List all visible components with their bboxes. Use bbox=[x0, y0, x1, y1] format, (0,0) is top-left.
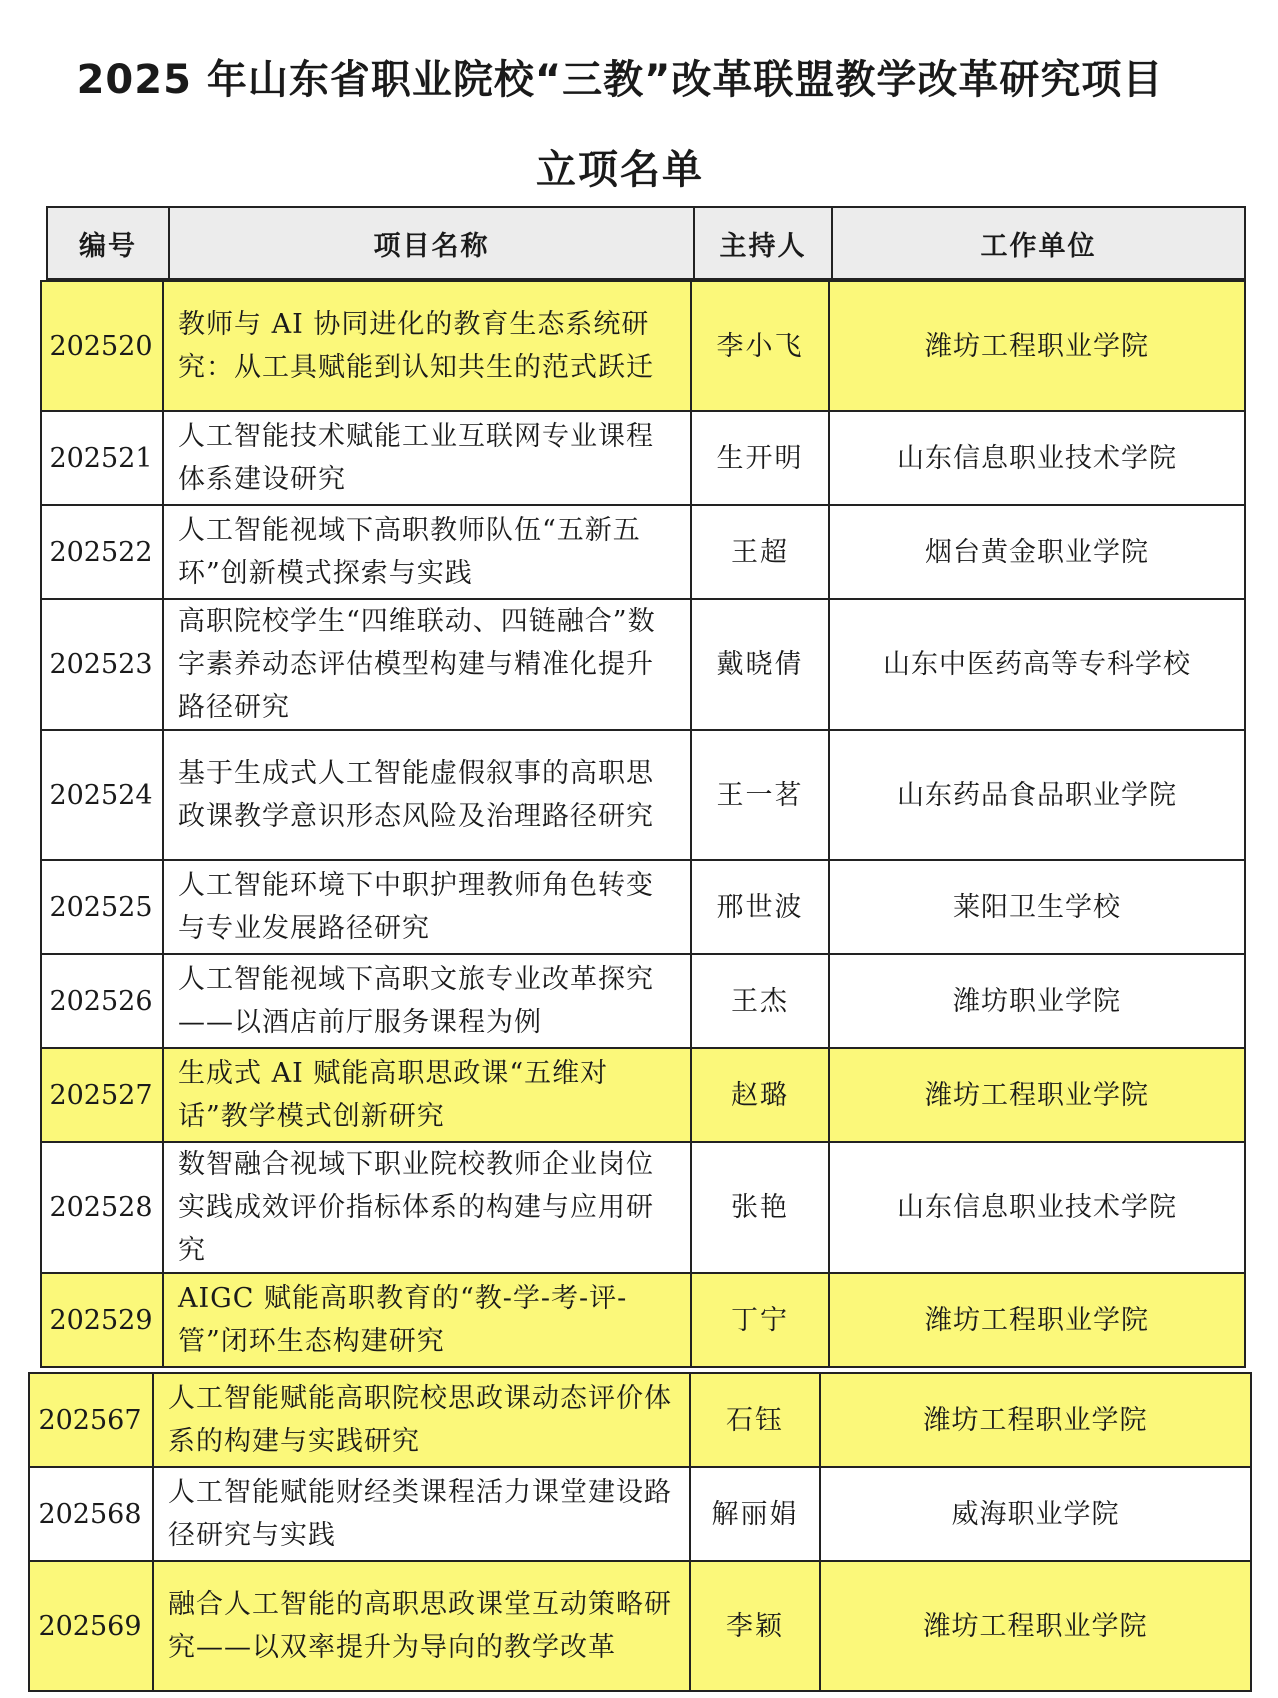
project-unit: 烟台黄金职业学院 bbox=[829, 505, 1245, 599]
project-unit: 潍坊工程职业学院 bbox=[829, 1273, 1245, 1367]
table-row bbox=[41, 599, 1245, 730]
project-name: 融合人工智能的高职思政课堂互动策略研究——以双率提升为导向的教学改革 bbox=[153, 1561, 690, 1691]
project-unit: 潍坊工程职业学院 bbox=[820, 1373, 1251, 1467]
project-host: 李颖 bbox=[690, 1561, 820, 1691]
header-name: 项目名称 bbox=[169, 207, 694, 279]
project-id: 202521 bbox=[41, 411, 163, 505]
project-unit: 山东信息职业技术学院 bbox=[829, 411, 1245, 505]
project-unit: 潍坊工程职业学院 bbox=[820, 1561, 1251, 1691]
project-name: 人工智能视域下高职文旅专业改革探究——以酒店前厅服务课程为例 bbox=[163, 954, 691, 1048]
header-host: 主持人 bbox=[694, 207, 832, 279]
table-row bbox=[41, 1142, 1245, 1273]
project-host: 戴晓倩 bbox=[691, 599, 829, 730]
project-table-2 bbox=[28, 1372, 1252, 1692]
project-name: 生成式 AI 赋能高职思政课“五维对话”教学模式创新研究 bbox=[163, 1048, 691, 1142]
project-host: 赵璐 bbox=[691, 1048, 829, 1142]
table-row bbox=[29, 1373, 1251, 1467]
table-row bbox=[29, 1467, 1251, 1561]
project-host: 丁宁 bbox=[691, 1273, 829, 1367]
project-unit: 山东中医药高等专科学校 bbox=[829, 599, 1245, 730]
project-id: 202567 bbox=[29, 1373, 153, 1467]
table-row bbox=[29, 1561, 1251, 1691]
project-name: 人工智能视域下高职教师队伍“五新五环”创新模式探索与实践 bbox=[163, 505, 691, 599]
project-id: 202522 bbox=[41, 505, 163, 599]
project-id: 202528 bbox=[41, 1142, 163, 1273]
project-name: 基于生成式人工智能虚假叙事的高职思政课教学意识形态风险及治理路径研究 bbox=[163, 730, 691, 860]
project-host: 王超 bbox=[691, 505, 829, 599]
document-subtitle: 立项名单 bbox=[536, 147, 704, 193]
project-name: AIGC 赋能高职教育的“教-学-考-评-管”闭环生态构建研究 bbox=[163, 1273, 691, 1367]
project-unit: 莱阳卫生学校 bbox=[829, 860, 1245, 954]
project-name: 教师与 AI 协同进化的教育生态系统研究：从工具赋能到认知共生的范式跃迁 bbox=[163, 281, 691, 411]
project-unit: 威海职业学院 bbox=[820, 1467, 1251, 1561]
table-row bbox=[41, 860, 1245, 954]
project-unit: 潍坊职业学院 bbox=[829, 954, 1245, 1048]
document-title: 2025 年山东省职业院校“三教”改革联盟教学改革研究项目 bbox=[76, 57, 1164, 103]
project-unit: 潍坊工程职业学院 bbox=[829, 281, 1245, 411]
project-host: 李小飞 bbox=[691, 281, 829, 411]
project-host: 王一茗 bbox=[691, 730, 829, 860]
table-row bbox=[41, 411, 1245, 505]
header-unit: 工作单位 bbox=[832, 207, 1245, 279]
header-row bbox=[47, 207, 1245, 279]
project-id: 202520 bbox=[41, 281, 163, 411]
project-host: 王杰 bbox=[691, 954, 829, 1048]
project-host: 解丽娟 bbox=[690, 1467, 820, 1561]
project-id: 202529 bbox=[41, 1273, 163, 1367]
project-id: 202523 bbox=[41, 599, 163, 730]
table-row bbox=[41, 1273, 1245, 1367]
project-name: 数智融合视域下职业院校教师企业岗位实践成效评价指标体系的构建与应用研究 bbox=[163, 1142, 691, 1273]
table-row bbox=[41, 954, 1245, 1048]
table-row bbox=[41, 1048, 1245, 1142]
project-id: 202525 bbox=[41, 860, 163, 954]
project-host: 张艳 bbox=[691, 1142, 829, 1273]
project-id: 202527 bbox=[41, 1048, 163, 1142]
project-host: 邢世波 bbox=[691, 860, 829, 954]
table-row bbox=[41, 730, 1245, 860]
project-name: 人工智能赋能高职院校思政课动态评价体系的构建与实践研究 bbox=[153, 1373, 690, 1467]
project-unit: 山东信息职业技术学院 bbox=[829, 1142, 1245, 1273]
project-host: 石钰 bbox=[690, 1373, 820, 1467]
project-id: 202524 bbox=[41, 730, 163, 860]
project-unit: 山东药品食品职业学院 bbox=[829, 730, 1245, 860]
project-host: 生开明 bbox=[691, 411, 829, 505]
table-row bbox=[41, 281, 1245, 411]
project-id: 202568 bbox=[29, 1467, 153, 1561]
project-name: 人工智能赋能财经类课程活力课堂建设路径研究与实践 bbox=[153, 1467, 690, 1561]
project-name: 人工智能环境下中职护理教师角色转变与专业发展路径研究 bbox=[163, 860, 691, 954]
header-id: 编号 bbox=[47, 207, 169, 279]
project-name: 高职院校学生“四维联动、四链融合”数字素养动态评估模型构建与精准化提升路径研究 bbox=[163, 599, 691, 730]
project-name: 人工智能技术赋能工业互联网专业课程体系建设研究 bbox=[163, 411, 691, 505]
table-row bbox=[41, 505, 1245, 599]
project-unit: 潍坊工程职业学院 bbox=[829, 1048, 1245, 1142]
project-id: 202526 bbox=[41, 954, 163, 1048]
project-table bbox=[40, 280, 1246, 1368]
project-id: 202569 bbox=[29, 1561, 153, 1691]
table-header bbox=[46, 206, 1246, 280]
